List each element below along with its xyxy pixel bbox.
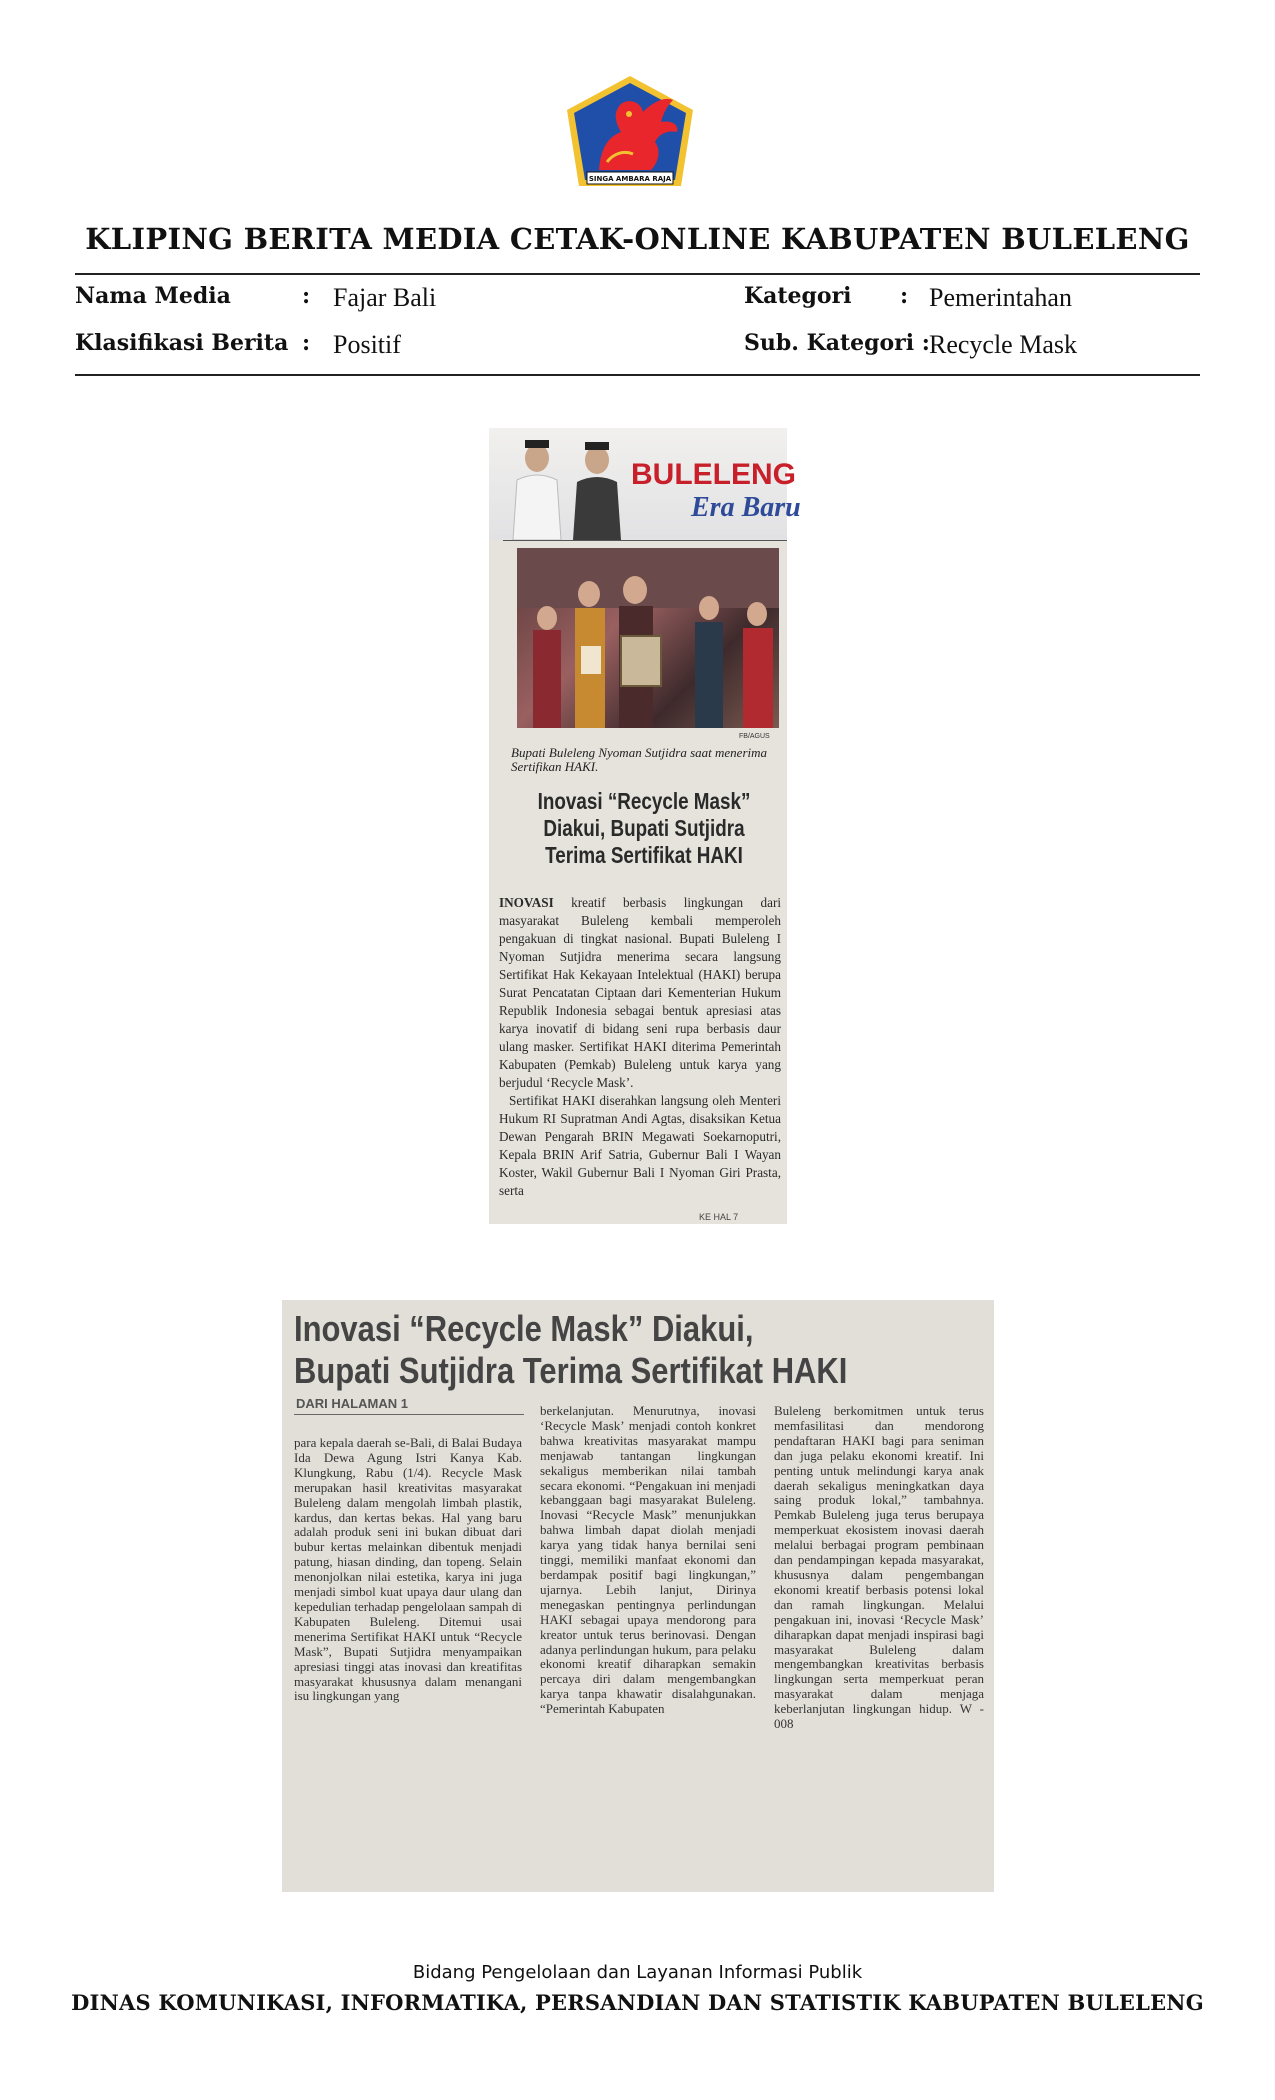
media-label: Nama Media xyxy=(75,283,231,309)
banner-word: BULELENG xyxy=(631,458,796,491)
photo-credit: FB/AGUS xyxy=(739,733,770,740)
kategori-label: Kategori xyxy=(744,283,852,309)
article-paragraph-2: Sertifikat HAKI diserahkan langsung oleh Menteri Hukum RI Supratman Andi Agtas, disaksikan Ketua Dewan Pengarah BRIN Megawati Soekarnoputri, Kepala BRIN Arif Satria, Gubernur Bali I Wayan Koster, Wakil Gubernur Bali I Nyoman Giri Prasta, serta xyxy=(499,1093,781,1198)
top-rule xyxy=(75,273,1200,275)
subkategori-value: Recycle Mask xyxy=(929,330,1078,359)
photo-caption: Bupati Buleleng Nyoman Sutjidra saat menerima Sertifikan HAKI. xyxy=(511,745,768,774)
logo-motto: SINGA AMBARA RAJA xyxy=(588,175,672,183)
article-column-2: berkelanjutan. Menurutnya, inovasi ‘Recycle Mask’ menjadi contoh konkret bahwa kreativitas masyarakat mampu menjawab tantangan lingkungan sekaligus memberikan nilai tambah secara ekonomi. “Pengakuan ini menjadi kebanggaan bagi masyarakat Buleleng. Inovasi “Recycle Mask” menunjukkan bahwa limbah dapat diolah menjadi karya yang tidak hanya bernilai seni tinggi, memiliki manfaat ekonomi dan berdampak positif bagi lingkungan,” ujarnya. Lebih lanjut, Dirinya menegaskan pentingnya perlindungan HAKI sebagai upaya mendorong para kreator untuk terus berinovasi. Dengan adanya perlindungan hukum, para pelaku ekonomi kreatif diharapkan semakin percaya diri dalam mengembangkan karya tanpa khawatir disalahgunakan. “Pemerintah Kabupaten xyxy=(540,1403,756,1717)
news-clipping-continuation xyxy=(282,1300,994,1892)
officials-portrait-icon xyxy=(499,430,629,540)
article-column-3: Buleleng berkomitmen untuk terus memfasilitasi dan mendorong pendaftaran HAKI bagi para seniman dan juga pelaku ekonomi kreatif. Ini penting untuk melindungi karya anak daerah sekaligus meningkatkan daya saing produk lokal,” tambahnya. Pemkab Buleleng juga terus berupaya memperkuat ekosistem inovasi daerah melalui berbagai program pembinaan dan pendampingan kepada masyarakat, khususnya dalam pengembangan ekonomi kreatif berbasis potensi lokal dan ramah lingkungan. Melalui pengakuan ini, inovasi ‘Recycle Mask’ diharapkan dapat menjadi inspirasi bagi masyarakat Buleleng dalam mengembangkan kreativitas berbasis lingkungan serta memperkuat peran masyarakat dalam menjaga keberlanjutan lingkungan hidup. W - 008 xyxy=(774,1403,984,1732)
ceremony-people-illustration xyxy=(517,548,779,728)
klasifikasi-label: Klasifikasi Berita xyxy=(75,330,289,356)
subkategori-label: Sub. Kategori : xyxy=(744,330,930,356)
news-clipping-front-page xyxy=(489,428,801,1224)
award-ceremony-photo xyxy=(517,548,779,728)
continuation-headline-line2: Bupati Sutjidra Terima Sertifikat HAKI xyxy=(294,1350,848,1391)
continuation-headline-line1: Inovasi “Recycle Mask” Diakui, xyxy=(294,1308,754,1349)
kategori-value: Pemerintahan xyxy=(929,283,1072,312)
klasifikasi-value: Positif xyxy=(333,330,401,359)
article-paragraph-1: kreatif berbasis lingkungan dari masyarakat Buleleng kembali memperoleh pengakuan di tingkat nasional. Bupati Buleleng I Nyoman Sutjidra menerima secara langsung Sertifikat Hak Kekayaan Intelektual (HAKI) berupa Surat Pencatatan Ciptaan dari Kementerian Hukum Republik Indonesia sebagai bentuk apresiasi atas karya inovatif di bidang seni rupa berbasis daur ulang masker. Sertifikat HAKI diterima Pemerintah Kabupaten (Pemkab) Buleleng untuk karya yang berjudul ‘Recycle Mask’. xyxy=(499,895,781,1090)
banner-subtitle: Era Baru xyxy=(691,492,801,523)
continued-note: KE HAL 7 xyxy=(699,1212,739,1222)
footer-agency: DINAS KOMUNIKASI, INFORMATIKA, PERSANDIAN DAN STATISTIK KABUPATEN BULELENG xyxy=(71,1990,1204,2015)
article-body xyxy=(499,894,781,1200)
newspaper-banner xyxy=(489,428,801,540)
media-colon: : xyxy=(302,283,311,309)
kategori-colon: : xyxy=(900,283,909,309)
article-headline: Inovasi “Recycle Mask” Diakui, Bupati Sutjidra Terima Sertifikat HAKI xyxy=(537,788,751,868)
continuation-headline xyxy=(294,1308,896,1392)
meta-rule xyxy=(75,374,1200,376)
article-lead-word: INOVASI xyxy=(499,895,554,910)
buleleng-regency-logo xyxy=(563,74,697,200)
page-title: KLIPING BERITA MEDIA CETAK-ONLINE KABUPATEN BULELENG xyxy=(85,222,1190,256)
continuation-subhead: DARI HALAMAN 1 xyxy=(296,1396,408,1411)
klasifikasi-colon: : xyxy=(302,330,311,356)
subhead-rule xyxy=(294,1414,524,1415)
media-value: Fajar Bali xyxy=(333,283,437,312)
footer-department: Bidang Pengelolaan dan Layanan Informasi Publik xyxy=(412,1962,863,1983)
article-column-1: para kepala daerah se-Bali, di Balai Budaya Ida Dewa Agung Istri Kanya Kab. Klungkung, Rabu (1/4). Recycle Mask merupakan hasil kreativitas masyarakat Buleleng dalam mengolah limbah plastik, kardus, dan kertas bekas. Hal yang baru adalah produk seni ini bukan dibuat dari bubur kertas melainkan dibentuk menjadi patung, hiasan dinding, dan topeng. Selain menonjolkan nilai estetika, karya ini juga menjadi simbol kuat upaya daur ulang dan kepedulian terhadap pengelolaan sampah di Kabupaten Buleleng. Ditemui usai menerima Sertifikat HAKI untuk “Recycle Mask”, Bupati Sutjidra menyampaikan apresiasi tinggi atas inovasi dan kreatifitas masyarakat khususnya dalam menangani isu lingkungan yang xyxy=(294,1435,522,1704)
banner-rule xyxy=(503,540,787,541)
